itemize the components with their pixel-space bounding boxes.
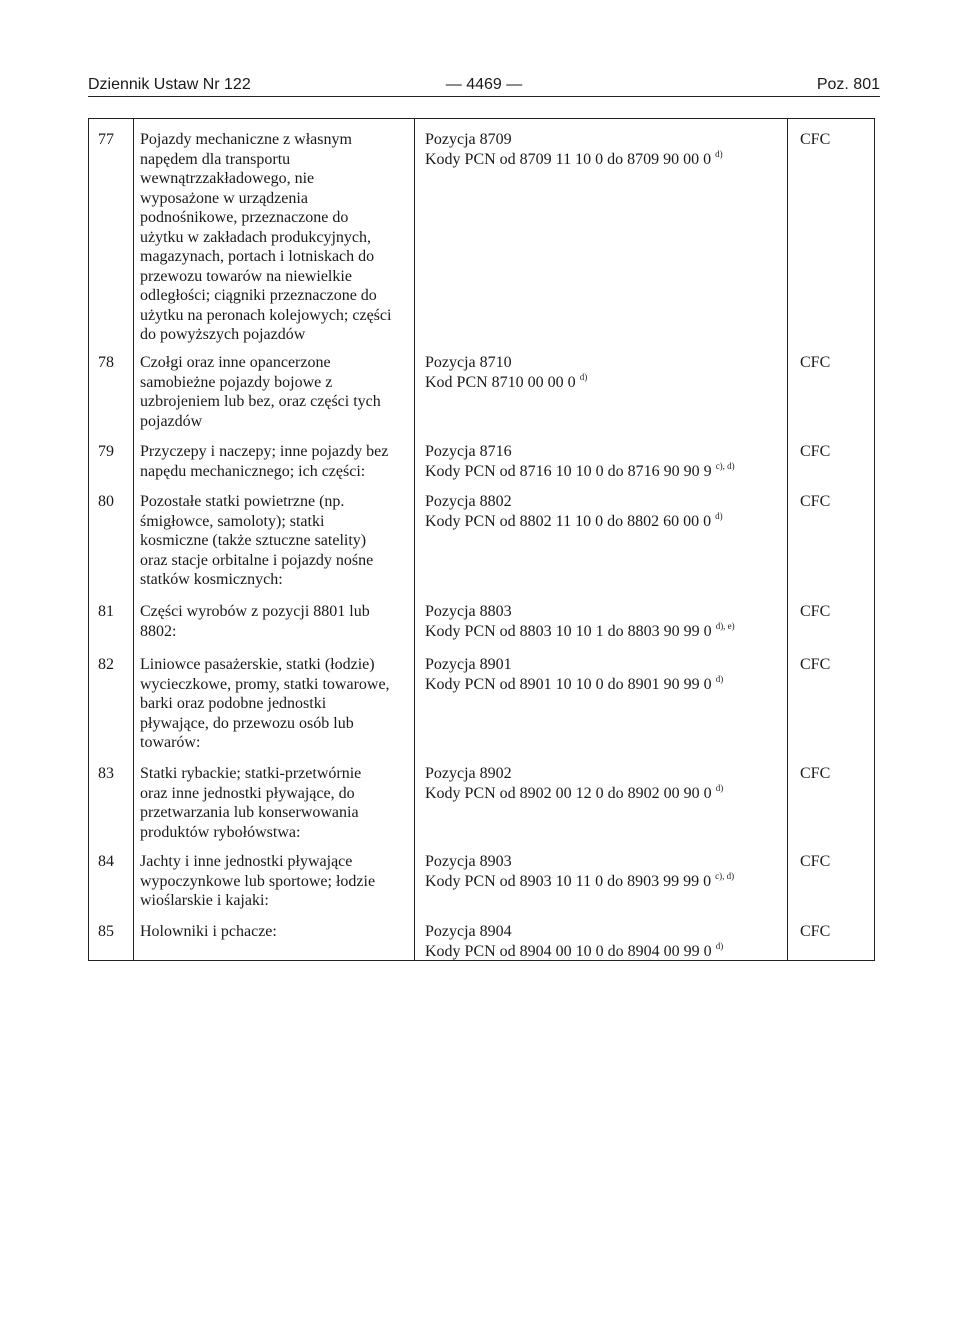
pcn-codes: Kody PCN od 8803 10 10 1 do 8803 90 99 0 — [425, 622, 712, 640]
pcn-codes-line — [425, 675, 805, 695]
journal-title: Dziennik Ustaw Nr 122 — [88, 76, 251, 93]
heading-codes — [425, 492, 805, 531]
description-line: Pozostałe statki powietrzne (np. — [140, 493, 345, 510]
footnote-marker: d) — [579, 371, 588, 382]
row-number: 81 — [98, 603, 114, 620]
column-divider-pos — [787, 119, 788, 960]
description-line: odległości; ciągniki przeznaczone do — [140, 287, 377, 304]
heading-pozycja: Pozycja 8802 — [425, 493, 512, 510]
heading-pozycja: Pozycja 8803 — [425, 603, 512, 620]
pcn-codes: Kody PCN od 8903 10 11 0 do 8903 99 99 0 — [425, 872, 712, 890]
description-line: Przyczepy i naczepy; inne pojazdy bez — [140, 443, 389, 460]
goods-description — [140, 922, 408, 942]
footnote-marker: d) — [715, 673, 724, 684]
origin-criterion: CFC — [800, 603, 831, 620]
pcn-codes-line — [425, 512, 805, 532]
goods-description — [140, 764, 408, 842]
description-line: produktów rybołówstwa: — [140, 823, 301, 841]
description-line: wypoczynkowe lub sportowe; łodzie — [140, 872, 376, 890]
goods-description — [140, 353, 408, 431]
pcn-codes-line — [425, 872, 805, 892]
pcn-codes: Kody PCN od 8904 00 10 0 do 8904 00 99 0 — [425, 942, 712, 960]
position-number: Poz. 801 — [816, 76, 880, 93]
description-line: śmigłowce, samoloty); statki — [140, 512, 325, 530]
description-line: Jachty i inne jednostki pływające — [140, 853, 353, 870]
description-line: towarów: — [140, 734, 201, 751]
page-number: — 4469 — — [445, 76, 523, 93]
pcn-codes: Kody PCN od 8901 10 10 0 do 8901 90 99 0 — [425, 675, 712, 693]
pcn-codes: Kod PCN 8710 00 00 0 — [425, 373, 576, 391]
heading-codes — [425, 602, 805, 641]
origin-criterion: CFC — [800, 354, 831, 371]
pcn-codes-line — [425, 622, 805, 642]
goods-description — [140, 442, 408, 481]
description-line: barki oraz podobne jednostki — [140, 695, 327, 712]
row-number: 83 — [98, 765, 114, 782]
description-line: uzbrojeniem lub bez, oraz części tych — [140, 393, 381, 410]
heading-pozycja: Pozycja 8709 — [425, 131, 512, 148]
description-line: Liniowce pasażerskie, statki (łodzie) — [140, 656, 375, 673]
description-line: użytku w zakładach produkcyjnych, — [140, 228, 372, 246]
description-line: wioślarskie i kajaki: — [140, 892, 269, 909]
description-line: napędem dla transportu — [140, 150, 291, 168]
description-line: 8802: — [140, 622, 177, 640]
footnote-marker: d), e) — [715, 620, 735, 631]
pcn-codes-line — [425, 373, 805, 393]
row-number: 80 — [98, 493, 114, 510]
pcn-codes: Kody PCN od 8716 10 10 0 do 8716 90 90 9 — [425, 462, 712, 480]
description-line: przewozu towarów na niewielkie — [140, 267, 352, 285]
description-line: Pojazdy mechaniczne z własnym — [140, 131, 352, 148]
pcn-codes-line — [425, 150, 805, 170]
description-line: użytku na peronach kolejowych; części — [140, 306, 392, 324]
goods-description — [140, 655, 408, 753]
goods-description — [140, 492, 408, 590]
description-line: magazynach, portach i lotniskach do — [140, 248, 375, 265]
header-rule — [88, 96, 880, 97]
pcn-codes-line — [425, 462, 805, 482]
origin-criterion: CFC — [800, 443, 831, 460]
pcn-codes: Kody PCN od 8902 00 12 0 do 8902 00 90 0 — [425, 784, 712, 802]
heading-pozycja: Pozycja 8710 — [425, 354, 512, 371]
pcn-codes-line — [425, 784, 805, 804]
footnote-marker: c), d) — [715, 870, 735, 881]
heading-codes — [425, 353, 805, 392]
description-line: wycieczkowe, promy, statki towarowe, — [140, 675, 390, 693]
description-line: wewnątrzzakładowego, nie — [140, 170, 315, 187]
heading-codes — [425, 852, 805, 891]
description-line: Holowniki i pchacze: — [140, 923, 277, 940]
column-divider-desc — [414, 119, 415, 960]
description-line: pływające, do przewozu osób lub — [140, 714, 354, 732]
heading-codes — [425, 442, 805, 481]
description-line: napędu mechanicznego; ich części: — [140, 462, 366, 480]
description-line: podnośnikowe, przeznaczone do — [140, 209, 349, 226]
description-line: kosmiczne (także sztuczne satelity) — [140, 532, 367, 549]
description-line: samobieżne pojazdy bojowe z — [140, 373, 333, 391]
description-line: Czołgi oraz inne opancerzone — [140, 354, 331, 371]
column-divider-num — [133, 119, 134, 960]
footnote-marker: d) — [715, 148, 723, 159]
origin-criterion: CFC — [800, 923, 831, 940]
description-line: Części wyrobów z pozycji 8801 lub — [140, 603, 370, 620]
row-number: 77 — [98, 131, 114, 148]
heading-pozycja: Pozycja 8901 — [425, 656, 512, 673]
origin-criterion: CFC — [800, 131, 831, 148]
heading-codes — [425, 922, 805, 961]
row-number: 78 — [98, 354, 114, 371]
description-line: pojazdów — [140, 412, 203, 430]
heading-pozycja: Pozycja 8716 — [425, 443, 512, 460]
row-number: 82 — [98, 656, 114, 673]
description-line: oraz inne jednostki pływające, do — [140, 784, 355, 802]
description-line: oraz stacje orbitalne i pojazdy nośne — [140, 551, 374, 569]
goods-table — [88, 118, 875, 961]
row-number: 79 — [98, 443, 114, 460]
footnote-marker: d) — [715, 940, 724, 951]
origin-criterion: CFC — [800, 656, 831, 673]
heading-codes — [425, 130, 805, 169]
description-line: wyposażone w urządzenia — [140, 189, 308, 207]
origin-criterion: CFC — [800, 493, 831, 510]
pcn-codes-line — [425, 942, 805, 962]
heading-pozycja: Pozycja 8903 — [425, 853, 512, 870]
pcn-codes: Kody PCN od 8709 11 10 0 do 8709 90 00 0 — [425, 150, 712, 168]
heading-codes — [425, 655, 805, 694]
heading-codes — [425, 764, 805, 803]
footnote-marker: d) — [715, 510, 723, 521]
origin-criterion: CFC — [800, 853, 831, 870]
heading-pozycja: Pozycja 8904 — [425, 923, 512, 940]
page-header — [88, 72, 880, 96]
description-line: Statki rybackie; statki-przetwórnie — [140, 765, 362, 782]
description-line: do powyższych pojazdów — [140, 326, 306, 343]
description-line: statków kosmicznych: — [140, 571, 283, 588]
row-number: 84 — [98, 853, 114, 870]
origin-criterion: CFC — [800, 765, 831, 782]
footnote-marker: d) — [715, 782, 724, 793]
goods-description — [140, 852, 408, 911]
row-number: 85 — [98, 923, 114, 940]
description-line: przetwarzania lub konserwowania — [140, 804, 359, 821]
heading-pozycja: Pozycja 8902 — [425, 765, 512, 782]
footnote-marker: c), d) — [715, 460, 735, 471]
pcn-codes: Kody PCN od 8802 11 10 0 do 8802 60 00 0 — [425, 512, 712, 530]
goods-description — [140, 130, 408, 345]
goods-description — [140, 602, 408, 641]
